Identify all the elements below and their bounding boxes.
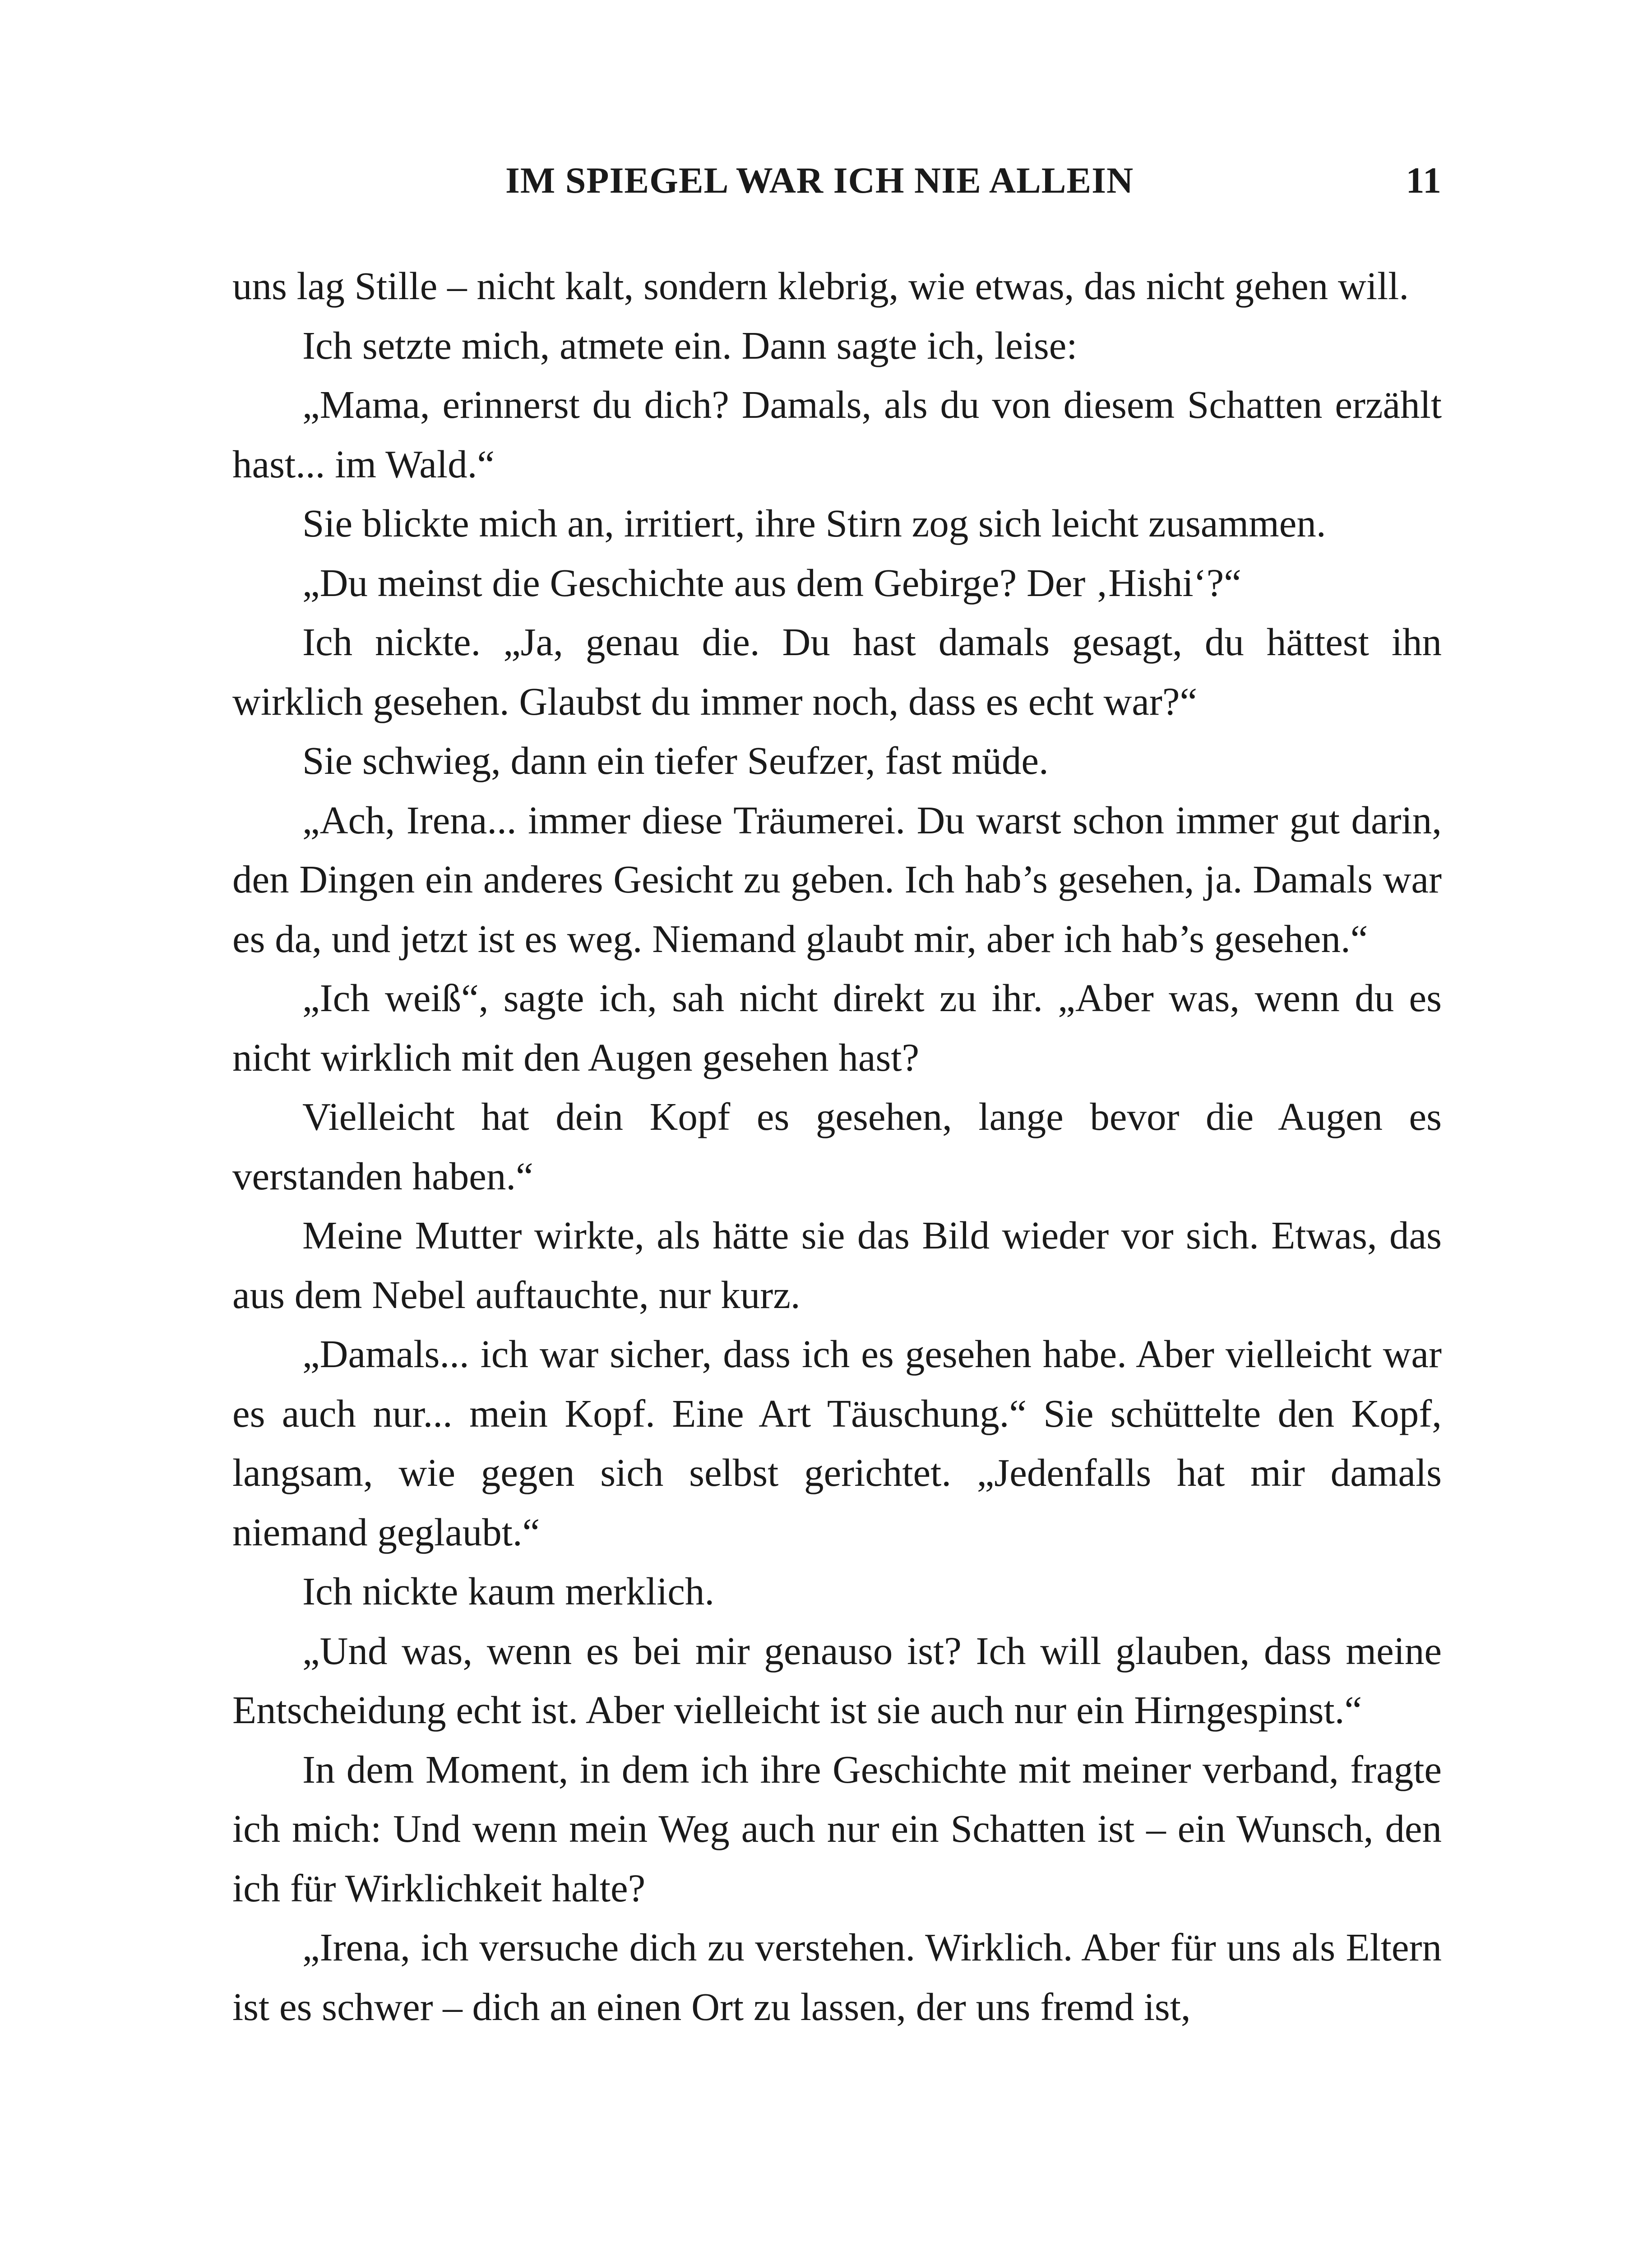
body-text (232, 256, 1442, 2036)
paragraph: „Irena, ich versuche dich zu verstehen. Wirklich. Aber für uns als Eltern ist es schwer – dich an einen Ort zu lassen, der uns fremd ist, (232, 1925, 1442, 2029)
paragraph: Ich nickte. „Ja, genau die. Du hast damals gesagt, du hättest ihn wirklich gesehen. Glaubst du immer noch, dass es echt war?“ (232, 620, 1442, 723)
paragraph: „Mama, erinnerst du dich? Damals, als du von diesem Schatten erzählt hast... im Wald.“ (232, 383, 1442, 486)
paragraph: „Damals... ich war sicher, dass ich es gesehen habe. Aber vielleicht war es auch nur... mein Kopf. Eine Art Täuschung.“ Sie schüttelte den Kopf, langsam, wie gegen sich selbst gerichtet. „Jedenfalls hat mir damals niemand geglaubt.“ (232, 1332, 1442, 1554)
paragraph: Ich nickte kaum merklich. (302, 1569, 715, 1613)
running-title: IM SPIEGEL WAR ICH NIE ALLEIN (505, 160, 1134, 201)
paragraph: Sie blickte mich an, irritiert, ihre Stirn zog sich leicht zusammen. (302, 501, 1326, 545)
paragraph: uns lag Stille – nicht kalt, sondern klebrig, wie etwas, das nicht gehen will. (232, 264, 1409, 308)
page-header (232, 149, 1442, 212)
paragraph: „Und was, wenn es bei mir genauso ist? Ich will glauben, dass meine Entscheidung echt ist. Aber vielleicht ist sie auch nur ein Hirngespinst.“ (232, 1628, 1442, 1732)
paragraph: Vielleicht hat dein Kopf es gesehen, lange bevor die Augen es verstanden haben.“ (232, 1095, 1442, 1198)
paragraph: „Ach, Irena... immer diese Träumerei. Du warst schon immer gut darin, den Dingen ein anderes Gesicht zu geben. Ich hab’s gesehen, ja. Damals war es da, und jetzt ist es weg. Niemand glaubt mir, aber ich hab’s gesehen.“ (232, 798, 1442, 961)
paragraph: „Du meinst die Geschichte aus dem Gebirge? Der ‚Hishi‘?“ (302, 560, 1241, 605)
paragraph: „Ich weiß“, sagte ich, sah nicht direkt zu ihr. „Aber was, wenn du es nicht wirklich mit den Augen gesehen hast? (232, 976, 1442, 1079)
paragraph: Meine Mutter wirkte, als hätte sie das Bild wieder vor sich. Etwas, das aus dem Nebel auftauchte, nur kurz. (232, 1213, 1442, 1317)
paragraph: Ich setzte mich, atmete ein. Dann sagte ich, leise: (302, 323, 1078, 367)
page-number: 11 (1406, 160, 1442, 201)
paragraph: Sie schwieg, dann ein tiefer Seufzer, fast müde. (302, 739, 1049, 782)
paragraph: In dem Moment, in dem ich ihre Geschichte mit meiner verband, fragte ich mich: Und wenn mein Weg auch nur ein Schatten ist – ein Wunsch, den ich für Wirklichkeit halte? (232, 1747, 1442, 1910)
